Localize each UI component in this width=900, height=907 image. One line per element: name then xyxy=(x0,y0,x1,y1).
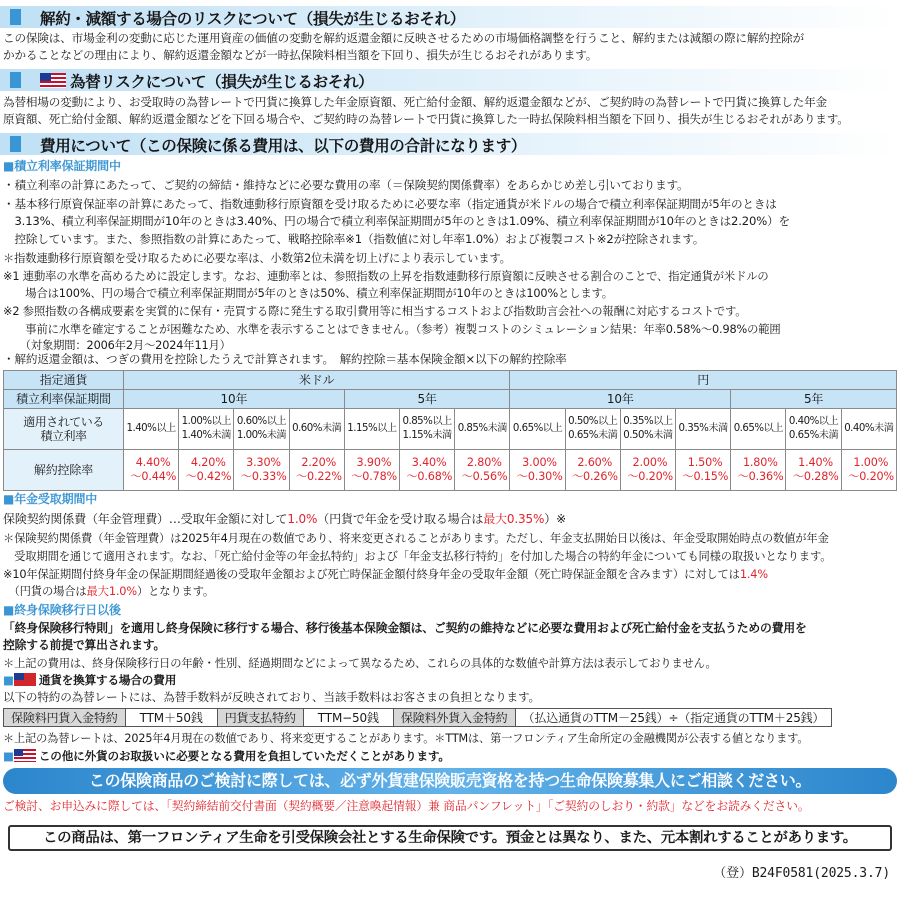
rate-text: 0.65%以上 xyxy=(512,423,563,434)
deduction-text: 4.40% xyxy=(135,456,171,469)
deduction-cell xyxy=(786,450,841,491)
deduction-text: 1.80% xyxy=(742,456,778,469)
other-cost-text: この他に外貨のお取扱いに必要となる費用を負担していただくことがあります。 xyxy=(38,749,450,763)
rate-text: 0.65%未満 xyxy=(788,430,839,441)
deduction-text: 3.40% xyxy=(411,456,447,469)
fx-fee-table xyxy=(3,708,832,727)
conversion-heading: 通貨を換算する場合の費用 xyxy=(38,673,177,687)
rate-cell xyxy=(344,409,399,450)
rate-text: 0.40%以上 xyxy=(788,416,839,427)
surrender-text-1: この保険は、市場金利の変動に応じた運用資産の価値の変動を解約返還金額に反映させるための市場価格調整を行うこと、解約または減額の際に解約控除が xyxy=(3,31,805,45)
deduction-text: ～0.26% xyxy=(572,470,618,483)
accumulation-text-1: ・積立利率の計算にあたって、ご契約の締結・維持などに必要な費用の率（＝保険契約関係費率）をあらかじめ差し引いております。 xyxy=(3,178,689,192)
deduction-text: 3.90% xyxy=(356,456,392,469)
usd-header: 米ドル xyxy=(124,371,510,390)
rate-text: 1.15%未満 xyxy=(402,430,452,441)
fx-cell-yen-payment: 円貨支払特約 xyxy=(217,709,303,727)
lifetime-text-1: 「終身保険移行特則」を適用し終身保険に移行する場合、移行後基本保険金額は、ご契約の維持などに必要な費用および死亡給付金を支払うための費用を xyxy=(3,621,807,635)
bullet-square-icon: ■ xyxy=(3,749,14,763)
jpy-10y-header: 10年 xyxy=(510,390,731,409)
annuity-note-2 xyxy=(3,583,214,600)
conversion-note: ＊上記の為替レートは、2025年4月現在の数値であり、将来変更することがあります。＊TTMは、第一フロンティア生命所定の金融機関が公表する値となります。 xyxy=(3,732,809,745)
deduction-text: 4.20% xyxy=(190,456,226,469)
deduction-text: 2.20% xyxy=(301,456,337,469)
rate-text: 0.85%以上 xyxy=(402,416,452,427)
fx-cell-foreign-deposit: 保険料外貨入金特約 xyxy=(393,709,515,727)
header-marker-icon xyxy=(10,136,21,152)
surrender-risk-title: 解約・減額する場合のリスクについて（損失が生じるおそれ） xyxy=(40,10,465,28)
deduction-text: ～0.22% xyxy=(295,470,342,483)
rate-text: 0.50%以上 xyxy=(568,416,618,427)
rate-text: 1.00%以上 xyxy=(181,416,231,427)
annuity-note2-rate: 最大1.0% xyxy=(86,585,137,598)
other-cost-row xyxy=(3,748,450,765)
deduction-label: 解約控除率 xyxy=(4,450,124,491)
deduction-cell xyxy=(344,450,399,491)
rate-cell xyxy=(234,409,289,450)
product-disclaimer: この商品は、第一フロンティア生命を引受保険会社とする生命保険です。預金とは異なり、また、元本割れすることがあります。 xyxy=(8,825,892,851)
usd-5y-header: 5年 xyxy=(344,390,510,409)
lifetime-heading: ■終身保険移行日以後 xyxy=(3,603,121,617)
rate-cell xyxy=(455,409,510,450)
annuity-fee-suffix: ）※ xyxy=(544,512,567,526)
jp-flag-icon xyxy=(14,673,36,686)
surrender-deduction-table xyxy=(3,370,897,491)
costs-header xyxy=(0,133,900,155)
rate-text: 1.40%以上 xyxy=(126,423,176,434)
us-flag-icon xyxy=(14,749,36,762)
rate-text: 0.60%未満 xyxy=(292,423,342,434)
lifetime-text-2: 控除する前提で算出されます。 xyxy=(3,638,166,652)
deduction-cell xyxy=(289,450,344,491)
fx-risk-title: 為替リスクについて（損失が生じるおそれ） xyxy=(70,73,374,91)
rate-text: 0.40%未満 xyxy=(844,423,894,434)
surrender-text-2: かかることなどの理由により、解約返還金額などが一時払保険料相当額を下回り、損失が生じるおそれがあります。 xyxy=(3,48,598,62)
rate-cell xyxy=(676,409,731,450)
rate-text: 0.35%未満 xyxy=(678,423,728,434)
annuity-note-rate: 1.4% xyxy=(739,568,768,581)
fx-cell-ttm-minus: TTM−50銭 xyxy=(303,709,393,727)
cost-note-5: 事前に水準を確定することが困難なため、水準を表示することはできません。（参考）複製コストのシミュレーション結果：年率0.58%～0.98%の範囲 xyxy=(3,323,781,336)
rate-cell xyxy=(565,409,620,450)
annuity-fee-max: 最大0.35% xyxy=(483,512,545,526)
surrender-risk-header xyxy=(0,6,900,28)
rate-text: 0.35%以上 xyxy=(623,416,673,427)
annuity-fee-line xyxy=(3,511,566,528)
deduction-text: ～0.42% xyxy=(185,470,232,483)
accumulation-heading: ■積立利率保証期間中 xyxy=(3,159,121,173)
deduction-text: ～0.78% xyxy=(351,470,398,483)
rate-cell xyxy=(841,409,896,450)
jpy-5y-header: 5年 xyxy=(731,390,897,409)
deduction-text: 3.00% xyxy=(522,456,557,469)
rate-cell xyxy=(510,409,565,450)
deduction-cell xyxy=(510,450,565,491)
deduction-text: 1.00% xyxy=(853,456,889,469)
deduction-text: ～0.30% xyxy=(516,470,563,483)
cost-note-4: ※2 参照指数の各構成要素を実質的に保有・売買する際に発生する取引費用等に相当するコストおよび指数助言会社への報酬に対応するコストです。 xyxy=(3,305,747,318)
deduction-text: ～0.33% xyxy=(240,470,287,483)
rate-text: 0.85%未満 xyxy=(457,423,507,434)
registration-code: （登）B24F0581(2025.3.7) xyxy=(713,866,890,881)
deduction-cell xyxy=(841,450,896,491)
deduction-text: ～0.20% xyxy=(848,470,894,483)
rate-cell xyxy=(124,409,179,450)
deduction-text: ～0.28% xyxy=(792,470,839,483)
rate-cell xyxy=(786,409,841,450)
rate-text: 0.50%未満 xyxy=(623,430,673,441)
deduction-cell xyxy=(234,450,289,491)
rate-text: 0.60%以上 xyxy=(236,416,287,427)
fx-risk-header xyxy=(0,69,900,91)
rate-cell xyxy=(620,409,675,450)
jpy-header: 円 xyxy=(510,371,897,390)
fx-cell-ttm-plus: TTM＋50銭 xyxy=(125,709,217,727)
rate-text: 1.15%以上 xyxy=(347,423,397,434)
header-marker-icon xyxy=(10,9,21,25)
cost-note-6: （対象期間：2006年2月～2024年11月） xyxy=(3,339,231,352)
rate-text: 1.40%未満 xyxy=(181,430,231,441)
annuity-note-prefix: ※10年保証期間付終身年金の保証期間経過後の受取年金額および死亡時保証金額付終身年金の受取年金額（死亡時保証金額を含みます）に対しては xyxy=(3,568,740,581)
rate-cell xyxy=(731,409,786,450)
annuity-note2-suffix: ）となります。 xyxy=(136,585,215,598)
bullet-square-icon: ■ xyxy=(3,673,14,687)
annuity-fee-rate: 1.0% xyxy=(287,512,318,526)
conversion-text: 以下の特約の為替レートには、為替手数料が反映されており、当該手数料はお客さまの負担となります。 xyxy=(3,690,540,704)
usd-10y-header: 10年 xyxy=(124,390,345,409)
deduction-cell xyxy=(620,450,675,491)
fx-text-2: 原資額、死亡給付金額、解約返還金額などを下回る場合や、ご契約時の為替レートで円貨に換算した一時払保険料相当額を下回り、損失が生じるおそれがあります。 xyxy=(3,112,849,126)
deduction-text: 2.00% xyxy=(632,456,668,469)
deduction-cell xyxy=(731,450,786,491)
rate-cell xyxy=(179,409,234,450)
header-marker-icon xyxy=(10,72,21,88)
deduction-text: ～0.44% xyxy=(130,470,177,483)
rate-text: 1.00%未満 xyxy=(236,430,287,441)
deduction-cell xyxy=(676,450,731,491)
annuity-heading: ■年金受取期間中 xyxy=(3,492,98,506)
rate-cell xyxy=(289,409,344,450)
rate-label: 適用されている積立利率 xyxy=(4,409,124,450)
currency-label: 指定通貨 xyxy=(4,371,124,390)
rate-cell xyxy=(400,409,455,450)
deduction-cell xyxy=(124,450,179,491)
deduction-cell xyxy=(179,450,234,491)
cost-note-1: ＊指数連動移行原資額を受け取るために必要な率は、小数第2位未満を切上げにより表示しています。 xyxy=(3,252,511,265)
us-flag-icon xyxy=(40,73,66,88)
cost-note-2: ※1 連動率の水準を高めるために設定します。なお、連動率とは、参照指数の上昇を指数連動移行原資額に反映させる割合のことで、指定通貨が米ドルの xyxy=(3,270,769,283)
read-documents-notice: ご検討、お申込みに際しては、「契約締結前交付書面（契約概要／注意喚起情報）兼 商品パンフレット」「ご契約のしおり・約款」などをお読みください。 xyxy=(3,799,810,813)
accumulation-text-4: 控除しています。また、参照指数の計算にあたって、戦略控除率※1（指数値に対し年率1.0%）および複製コスト※2が控除されます。 xyxy=(3,232,705,246)
costs-title: 費用について（この保険に係る費用は、以下の費用の合計になります） xyxy=(40,137,527,155)
deduction-cell xyxy=(565,450,620,491)
annuity-note2-prefix: （円貨の場合は xyxy=(3,585,87,598)
annuity-fee-mid: （円貨で年金を受け取る場合は xyxy=(317,512,484,526)
lifetime-note: ＊上記の費用は、終身保険移行日の年齢・性別、経過期間などによって異なるため、これらの具体的な数値や計算方法は表示しておりません。 xyxy=(3,657,717,670)
deduction-text: 1.40% xyxy=(798,456,833,469)
deduction-text: ～0.68% xyxy=(406,470,453,483)
accumulation-text-3: 3.13%、積立利率保証期間が10年のときは3.40%、円の場合で積立利率保証期間が5年のときは1.09%、積立利率保証期間が10年のときは2.20%）を xyxy=(3,214,790,228)
consult-banner: この保険商品のご検討に際しては、必ず外貨建保険販売資格を持つ生命保険募集人にご相談ください。 xyxy=(3,768,897,794)
period-label: 積立利率保証期間 xyxy=(4,390,124,409)
annuity-fee-prefix: 保険契約関係費（年金管理費）…受取年金額に対して xyxy=(3,512,288,526)
deduction-cell xyxy=(400,450,455,491)
annuity-note-1 xyxy=(3,566,768,583)
rate-text: 0.65%以上 xyxy=(733,423,783,434)
deduction-cell xyxy=(455,450,510,491)
deduction-text: ～0.56% xyxy=(461,470,508,483)
accumulation-text-2: ・基本移行原資保証率の計算にあたって、指数連動移行原資額を受け取るために必要な率（指定通貨が米ドルの場合で積立利率保証期間が5年のときは xyxy=(3,197,777,211)
deduction-text: 2.60% xyxy=(577,456,613,469)
deduction-text: 2.80% xyxy=(466,456,502,469)
annuity-text-1: ＊保険契約関係費（年金管理費）は2025年4月現在の数値であり、将来変更されることがあります。ただし、年金支払開始日以後は、年金受取開始時点の数値が年金 xyxy=(3,532,829,545)
deduction-text: ～0.36% xyxy=(737,470,784,483)
deduction-text: 3.30% xyxy=(246,456,281,469)
deduction-text: 1.50% xyxy=(687,456,723,469)
fx-text-1: 為替相場の変動により、お受取時の為替レートで円貨に換算した年金原資額、死亡給付金額、解約返還金額などが、ご契約時の為替レートで円貨に換算した年金 xyxy=(3,95,827,109)
fx-cell-yen-deposit: 保険料円貨入金特約 xyxy=(4,709,126,727)
deduction-text: ～0.15% xyxy=(682,470,729,483)
cost-note-3: 場合は100%、円の場合で積立利率保証期間が5年のときは50%、積立利率保証期間が10年のときは100%とします。 xyxy=(3,287,613,300)
rate-text: 0.65%未満 xyxy=(568,430,618,441)
fx-cell-formula: （払込通貨のTTM－25銭）÷（指定通貨のTTM＋25銭） xyxy=(515,709,832,727)
deduction-text: ～0.20% xyxy=(627,470,674,483)
refund-line: ・解約返還金額は、つぎの費用を控除したうえで計算されます。 解約控除＝基本保険金額×以下の解約控除率 xyxy=(3,352,567,366)
conversion-heading-row xyxy=(3,672,176,689)
annuity-text-2: 受取期間を通じて適用されます。なお、「死亡給付金等の年金払特約」および「年金支払移行特約」を付加した場合の特約年金についても同様の取扱いとなります。 xyxy=(3,550,832,563)
